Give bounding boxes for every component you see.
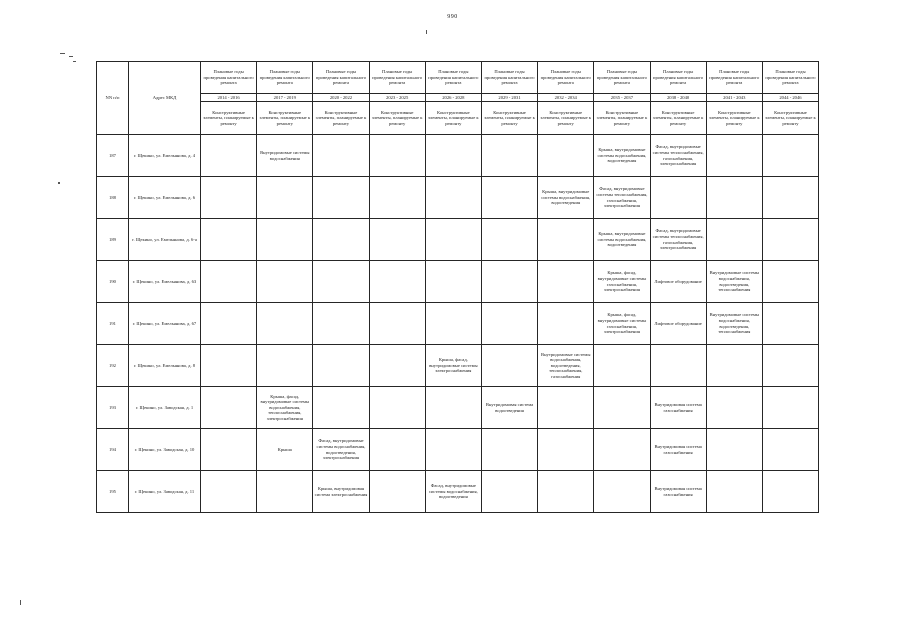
year-range: 2035 - 2037 <box>594 94 650 102</box>
repair-cell <box>706 345 762 387</box>
repair-cell <box>762 429 818 471</box>
year-range: 2041 - 2043 <box>706 94 762 102</box>
repair-cell <box>313 177 369 219</box>
repair-cell <box>762 345 818 387</box>
row-number: 194 <box>97 429 129 471</box>
table-row <box>97 261 819 303</box>
repair-cell <box>538 471 594 513</box>
row-address: г. Щекино, ул. Емельянова, д. 8 <box>129 345 201 387</box>
repair-cell <box>425 177 481 219</box>
repair-cell <box>201 303 257 345</box>
repair-cell <box>762 135 818 177</box>
repair-cell <box>481 471 537 513</box>
repair-cell <box>313 261 369 303</box>
repair-cell <box>369 387 425 429</box>
table-row <box>97 471 819 513</box>
scan-mark <box>69 56 73 57</box>
repair-cell <box>762 219 818 261</box>
table-row <box>97 303 819 345</box>
repair-cell: Фасад, внутридомовые системы теплоснабжения, газоснабжения, электроснабжения <box>650 219 706 261</box>
repair-cell <box>425 135 481 177</box>
year-range: 2038 - 2040 <box>650 94 706 102</box>
repair-cell <box>538 303 594 345</box>
repair-cell <box>481 177 537 219</box>
repair-cell: Крыша, фасад, внутридомовые системы газоснабжения, электроснабжения <box>594 261 650 303</box>
repair-cell <box>369 135 425 177</box>
repair-cell <box>257 219 313 261</box>
repair-cell <box>313 219 369 261</box>
repair-cell <box>538 219 594 261</box>
elements-header: Конструктивные элементы, планируемые к ремонту <box>369 102 425 135</box>
elements-header: Конструктивные элементы, планируемые к ремонту <box>257 102 313 135</box>
row-address: г. Щекино, ул. Заводская, д. 11 <box>129 471 201 513</box>
elements-header: Конструктивные элементы, планируемые к ремонту <box>425 102 481 135</box>
repair-cell: Крыша, фасад, внутридомовые системы газоснабжения, электроснабжения <box>594 303 650 345</box>
column-header-number: NN п/п <box>97 62 129 135</box>
repair-cell: Лифтовое оборудование <box>650 303 706 345</box>
header-row-years <box>97 94 819 102</box>
year-range: 2029 - 2031 <box>481 94 537 102</box>
repair-cell <box>762 471 818 513</box>
repair-cell <box>201 387 257 429</box>
repair-cell <box>481 135 537 177</box>
repair-cell <box>538 261 594 303</box>
capital-repair-schedule-table <box>96 61 819 513</box>
scan-mark <box>60 53 65 54</box>
repair-cell <box>425 429 481 471</box>
repair-cell: Внутридомовая система водоотведения <box>481 387 537 429</box>
row-number: 195 <box>97 471 129 513</box>
repair-cell: Фасад, внутридомовые системы теплоснабжения, газоснабжения, электроснабжения <box>650 135 706 177</box>
table-row <box>97 219 819 261</box>
elements-header: Конструктивные элементы, планируемые к ремонту <box>538 102 594 135</box>
repair-cell: Крыша <box>257 429 313 471</box>
repair-cell <box>425 303 481 345</box>
repair-cell: Фасад, внутридомовые системы водоснабжения, водоотведения <box>425 471 481 513</box>
repair-cell: Крыша, внутридомовые системы водоснабжения, водоотведения <box>594 219 650 261</box>
table-row <box>97 387 819 429</box>
repair-cell <box>257 471 313 513</box>
repair-cell <box>762 261 818 303</box>
repair-cell <box>481 261 537 303</box>
repair-cell <box>369 219 425 261</box>
repair-cell <box>201 219 257 261</box>
repair-cell: Крыша, внутридомовая система электроснабжения <box>313 471 369 513</box>
repair-cell: Крыша, внутридомовые системы водоснабжения, водоотведения <box>594 135 650 177</box>
repair-cell <box>538 135 594 177</box>
repair-cell: Внутридомовые системы водоснабжения, водоотведения, теплоснабжения, газоснабжения <box>538 345 594 387</box>
repair-cell <box>257 177 313 219</box>
period-header: Плановые годы проведения капитального ремонта <box>201 62 257 94</box>
table-row <box>97 429 819 471</box>
repair-cell: Фасад, внутридомовые системы водоснабжения, водоотведения, электроснабжения <box>313 429 369 471</box>
table-row <box>97 177 819 219</box>
repair-cell <box>481 303 537 345</box>
repair-cell <box>313 135 369 177</box>
period-header: Плановые годы проведения капитального ремонта <box>481 62 537 94</box>
repair-cell: Крыша, фасад, внутридомовые системы электроснабжения <box>425 345 481 387</box>
repair-cell <box>538 429 594 471</box>
repair-cell <box>201 345 257 387</box>
repair-cell: Внутридомовая система газоснабжения <box>650 387 706 429</box>
repair-cell <box>201 429 257 471</box>
repair-cell <box>650 177 706 219</box>
repair-cell <box>706 219 762 261</box>
scan-mark <box>426 30 427 34</box>
repair-cell <box>313 387 369 429</box>
repair-cell: Внутридомовые системы водоснабжения, водоотведения, теплоснабжения <box>706 261 762 303</box>
row-number: 193 <box>97 387 129 429</box>
column-header-address: Адрес МКД <box>129 62 201 135</box>
repair-cell <box>650 345 706 387</box>
repair-cell <box>706 387 762 429</box>
scan-mark <box>58 182 60 184</box>
repair-cell: Внутридомовая система газоснабжения <box>650 471 706 513</box>
repair-cell <box>201 471 257 513</box>
repair-cell <box>425 387 481 429</box>
repair-cell <box>201 177 257 219</box>
repair-cell <box>201 261 257 303</box>
period-header: Плановые годы проведения капитального ремонта <box>706 62 762 94</box>
repair-cell: Фасад, внутридомовые системы теплоснабжения, газоснабжения, электроснабжения <box>594 177 650 219</box>
header-row-elements <box>97 102 819 135</box>
repair-cell <box>594 345 650 387</box>
repair-cell <box>481 429 537 471</box>
period-header: Плановые годы проведения капитального ремонта <box>594 62 650 94</box>
year-range: 2032 - 2034 <box>538 94 594 102</box>
year-range: 2023 - 2025 <box>369 94 425 102</box>
repair-cell <box>594 429 650 471</box>
repair-cell <box>481 345 537 387</box>
repair-cell <box>313 303 369 345</box>
period-header: Плановые годы проведения капитального ремонта <box>313 62 369 94</box>
year-range: 2044 - 2046 <box>762 94 818 102</box>
year-range: 2014 - 2016 <box>201 94 257 102</box>
row-address: г. Щекино, ул. Емельянова, д. 63 <box>129 261 201 303</box>
repair-cell <box>762 387 818 429</box>
elements-header: Конструктивные элементы, планируемые к ремонту <box>313 102 369 135</box>
repair-cell: Крыша, внутридомовые системы водоснабжения, водоотведения <box>538 177 594 219</box>
repair-cell <box>706 177 762 219</box>
table-row <box>97 135 819 177</box>
row-address: г. Щекино, ул. Заводская, д. 1 <box>129 387 201 429</box>
year-range: 2017 - 2019 <box>257 94 313 102</box>
repair-cell <box>257 303 313 345</box>
page-number: 990 <box>447 14 458 20</box>
repair-cell <box>594 471 650 513</box>
elements-header: Конструктивные элементы, планируемые к ремонту <box>706 102 762 135</box>
repair-cell <box>425 219 481 261</box>
elements-header: Конструктивные элементы, планируемые к ремонту <box>481 102 537 135</box>
repair-cell: Лифтовое оборудование <box>650 261 706 303</box>
repair-cell <box>313 345 369 387</box>
period-header: Плановые годы проведения капитального ремонта <box>650 62 706 94</box>
elements-header: Конструктивные элементы, планируемые к ремонту <box>201 102 257 135</box>
repair-cell <box>369 177 425 219</box>
repair-cell <box>369 261 425 303</box>
period-header: Плановые годы проведения капитального ремонта <box>538 62 594 94</box>
repair-cell <box>762 177 818 219</box>
elements-header: Конструктивные элементы, планируемые к ремонту <box>762 102 818 135</box>
repair-cell <box>481 219 537 261</box>
repair-cell <box>369 471 425 513</box>
repair-cell: Внутридомовые системы водоснабжения <box>257 135 313 177</box>
period-header: Плановые годы проведения капитального ремонта <box>762 62 818 94</box>
table-row <box>97 345 819 387</box>
repair-cell <box>257 261 313 303</box>
repair-cell <box>706 471 762 513</box>
repair-cell: Внутридомовая система газоснабжения <box>650 429 706 471</box>
header-row-period <box>97 62 819 94</box>
scan-mark <box>73 61 76 62</box>
row-address: г. Щекино, ул. Емельянова, д. 6-а <box>129 219 201 261</box>
repair-cell: Внутридомовые системы водоснабжения, водоотведения, теплоснабжения <box>706 303 762 345</box>
row-address: г. Щекино, ул. Заводская, д. 10 <box>129 429 201 471</box>
repair-cell <box>594 387 650 429</box>
period-header: Плановые годы проведения капитального ремонта <box>257 62 313 94</box>
repair-cell <box>369 303 425 345</box>
repair-cell <box>369 345 425 387</box>
repair-cell <box>762 303 818 345</box>
repair-cell: Крыша, фасад, внутридомовые системы водоснабжения, теплоснабжения, электроснабжения <box>257 387 313 429</box>
row-number: 189 <box>97 219 129 261</box>
row-address: г. Щекино, ул. Емельянова, д. 67 <box>129 303 201 345</box>
row-number: 187 <box>97 135 129 177</box>
row-address: г. Щекино, ул. Емельянова, д. 4 <box>129 135 201 177</box>
row-number: 188 <box>97 177 129 219</box>
repair-cell <box>706 135 762 177</box>
repair-cell <box>706 429 762 471</box>
row-number: 192 <box>97 345 129 387</box>
year-range: 2020 - 2022 <box>313 94 369 102</box>
scan-mark <box>20 600 21 605</box>
elements-header: Конструктивные элементы, планируемые к ремонту <box>594 102 650 135</box>
year-range: 2026 - 2028 <box>425 94 481 102</box>
repair-cell <box>425 261 481 303</box>
repair-cell <box>201 135 257 177</box>
row-number: 190 <box>97 261 129 303</box>
row-number: 191 <box>97 303 129 345</box>
repair-cell <box>369 429 425 471</box>
repair-cell <box>538 387 594 429</box>
repair-cell <box>257 345 313 387</box>
period-header: Плановые годы проведения капитального ремонта <box>369 62 425 94</box>
period-header: Плановые годы проведения капитального ремонта <box>425 62 481 94</box>
elements-header: Конструктивные элементы, планируемые к ремонту <box>650 102 706 135</box>
row-address: г. Щекино, ул. Емельянова, д. 6 <box>129 177 201 219</box>
